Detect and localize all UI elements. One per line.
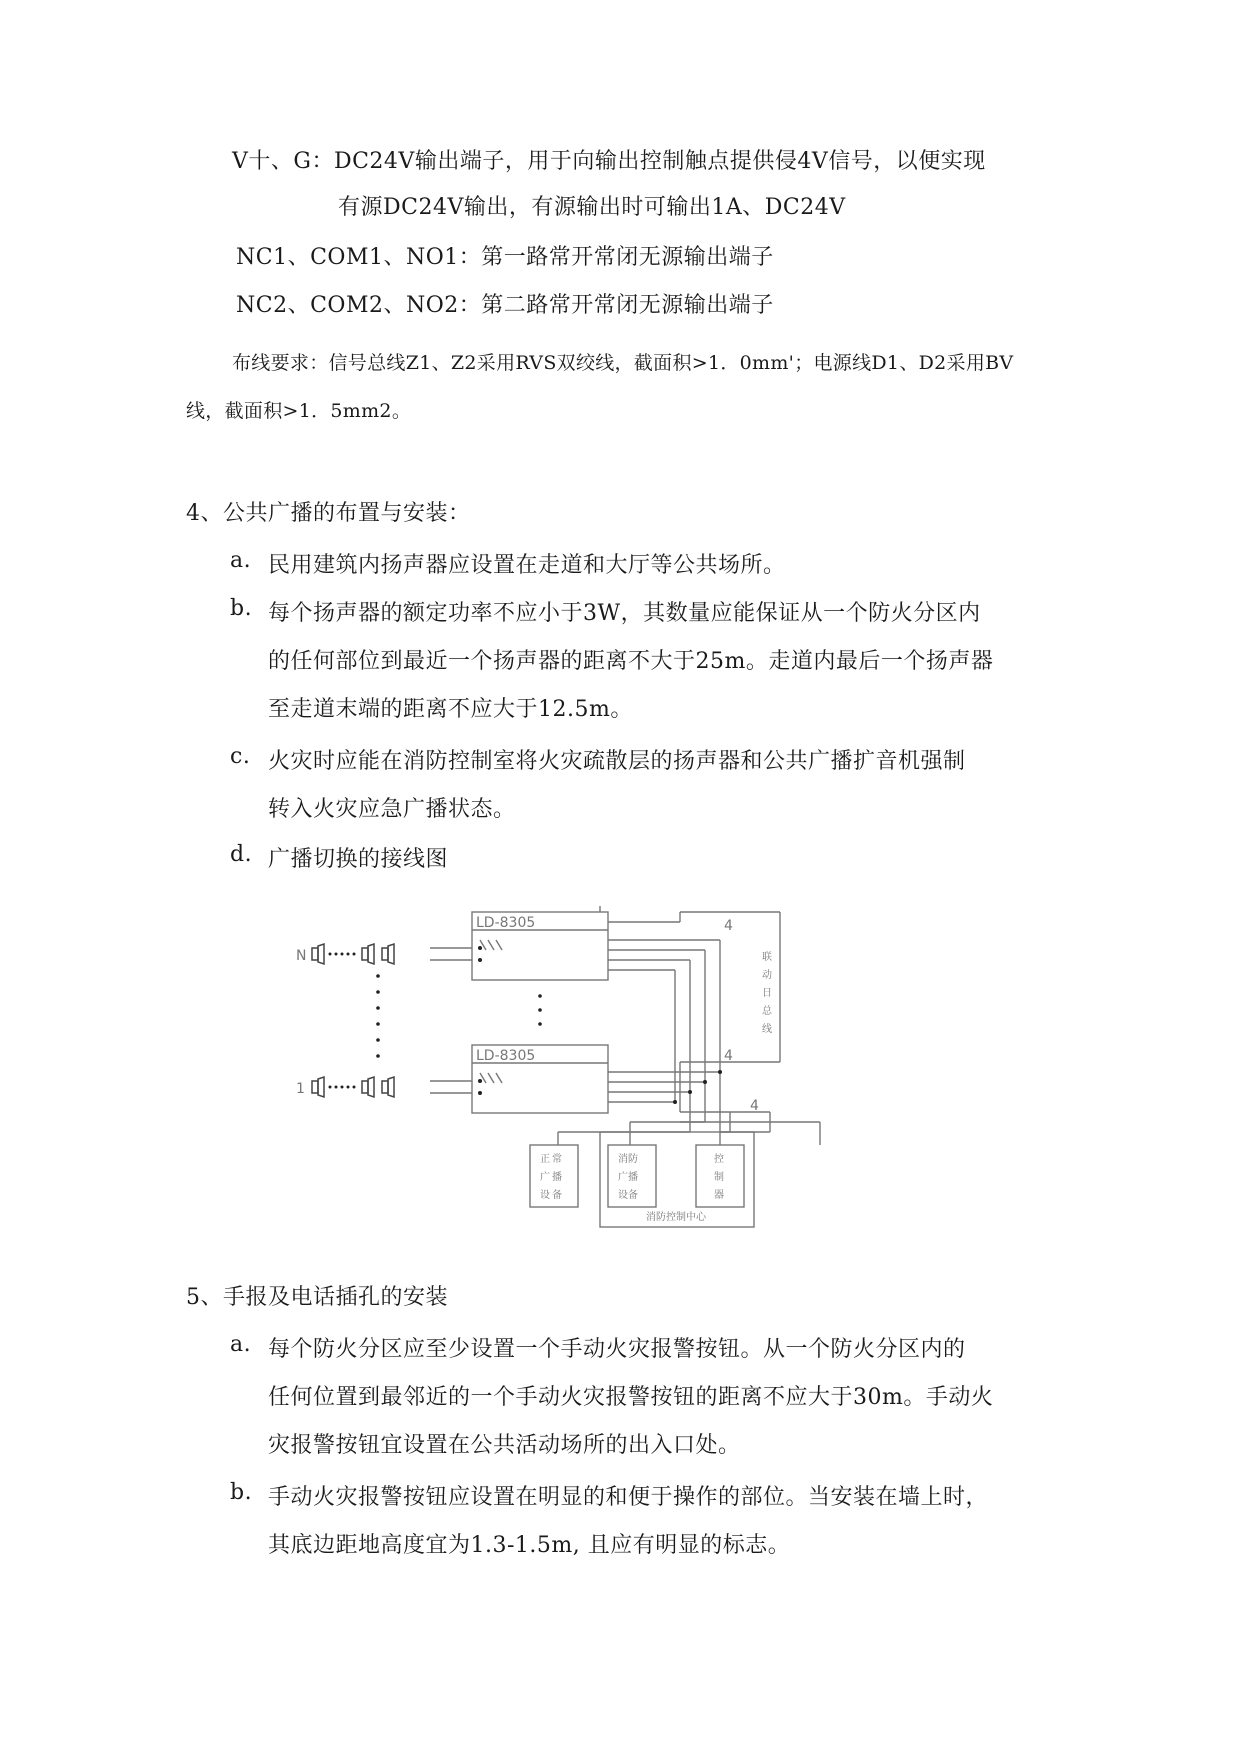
terminal-nc2: NC2、COM2、NO2：第二路常开常闭无源输出端子 [236,293,774,318]
box-normal-label: 正 [540,1154,550,1165]
item-4a-line-1: 民用建筑内扬声器应设置在走道和大厅等公共场所。 [268,553,786,578]
box-fire-label: 消防 [618,1154,638,1165]
module-bottom-label: LD-8305 [476,1048,536,1064]
item-4b-label: b. [230,596,253,621]
terminal-vg-line-2: 有源DC24V输出，有源输出时可输出1A、DC24V [338,195,846,220]
box-normal-label: 广 [540,1172,550,1183]
row-bottom-label: 1 [296,1081,305,1097]
module-bottom-switch [480,1073,502,1083]
row-top-label: N [296,948,307,964]
box-normal-label: 播 [552,1172,562,1183]
item-5b-line-1: 手动火灾报警按钮应设置在明显的和便于操作的部位。当安装在墙上时， [268,1485,989,1510]
box-controller-label: 控 [714,1154,724,1165]
box-fire-label: 广播 [618,1172,638,1183]
speaker-icon [362,1081,368,1093]
side-label-char: 联 [762,952,772,963]
item-5a-line-3: 灾报警按钮宜设置在公共活动场所的出入口处。 [268,1433,741,1458]
section-4-heading: 4、公共广播的布置与安装： [186,501,471,526]
item-5a-line-2: 任何位置到最邻近的一个手动火灾报警按钮的距离不应大于30m。手动火 [268,1385,994,1410]
item-5a-label: a. [230,1332,252,1357]
side-label-char: 总 [762,1006,772,1017]
wire-count-label: 4 [750,1098,759,1114]
item-4b-line-1: 每个扬声器的额定功率不应小于3W，其数量应能保证从一个防火分区内 [268,601,981,626]
speaker-icon [312,1081,318,1093]
box-normal-label: 备 [552,1190,562,1201]
box-controller-label: 器 [714,1190,724,1201]
wiring-requirement-line-1: 布线要求：信号总线Z1、Z2采用RVS双绞线，截面积>1．0mm'；电源线D1、D2采用BV [232,352,1014,374]
module-top-label: LD-8305 [476,915,536,931]
terminal-nc1: NC1、COM1、NO1：第一路常开常闭无源输出端子 [236,245,774,270]
broadcast-switching-diagram [296,900,860,1260]
item-4d-line-1: 广播切换的接线图 [268,847,449,872]
speaker-icon [382,1081,388,1093]
section-5-heading: 5、手报及电话插孔的安装 [186,1285,448,1310]
side-label-char: 日 [762,988,772,999]
wire-count-label: 4 [724,918,733,934]
speaker-icon [312,948,318,960]
box-controller-label: 制 [714,1172,724,1183]
box-normal-label: 常 [552,1154,562,1165]
speaker-icon [362,948,368,960]
wire-count-label: 4 [724,1048,733,1064]
speaker-icon [382,948,388,960]
item-4a-label: a. [230,548,252,573]
item-4b-line-3: 至走道末端的距离不应大于12.5m。 [268,697,633,722]
control-center-label: 消防控制中心 [646,1212,706,1223]
item-4c-line-1: 火灾时应能在消防控制室将火灾疏散层的扬声器和公共广播扩音机强制 [268,749,966,774]
box-normal-label: 设 [540,1190,550,1201]
box-fire-label: 设备 [618,1190,638,1201]
item-4c-line-2: 转入火灾应急广播状态。 [268,797,516,822]
item-5a-line-1: 每个防火分区应至少设置一个手动火灾报警按钮。从一个防火分区内的 [268,1337,966,1362]
item-4b-line-2: 的任何部位到最近一个扬声器的距离不大于25m。走道内最后一个扬声器 [268,649,994,674]
item-4c-label: c. [230,744,251,769]
item-5b-line-2: 其底边距地高度宜为1.3-1.5m, 且应有明显的标志。 [268,1533,791,1558]
item-5b-label: b. [230,1480,253,1505]
wiring-requirement-line-2: 线，截面积>1．5mm2。 [186,400,412,422]
item-4d-label: d. [230,842,253,867]
side-label-char: 线 [762,1024,772,1035]
terminal-vg-line-1: V十、G：DC24V输出端子，用于向输出控制触点提供侵4V信号，以便实现 [232,149,986,174]
side-label-char: 动 [762,970,772,981]
module-top-switch [480,940,502,950]
